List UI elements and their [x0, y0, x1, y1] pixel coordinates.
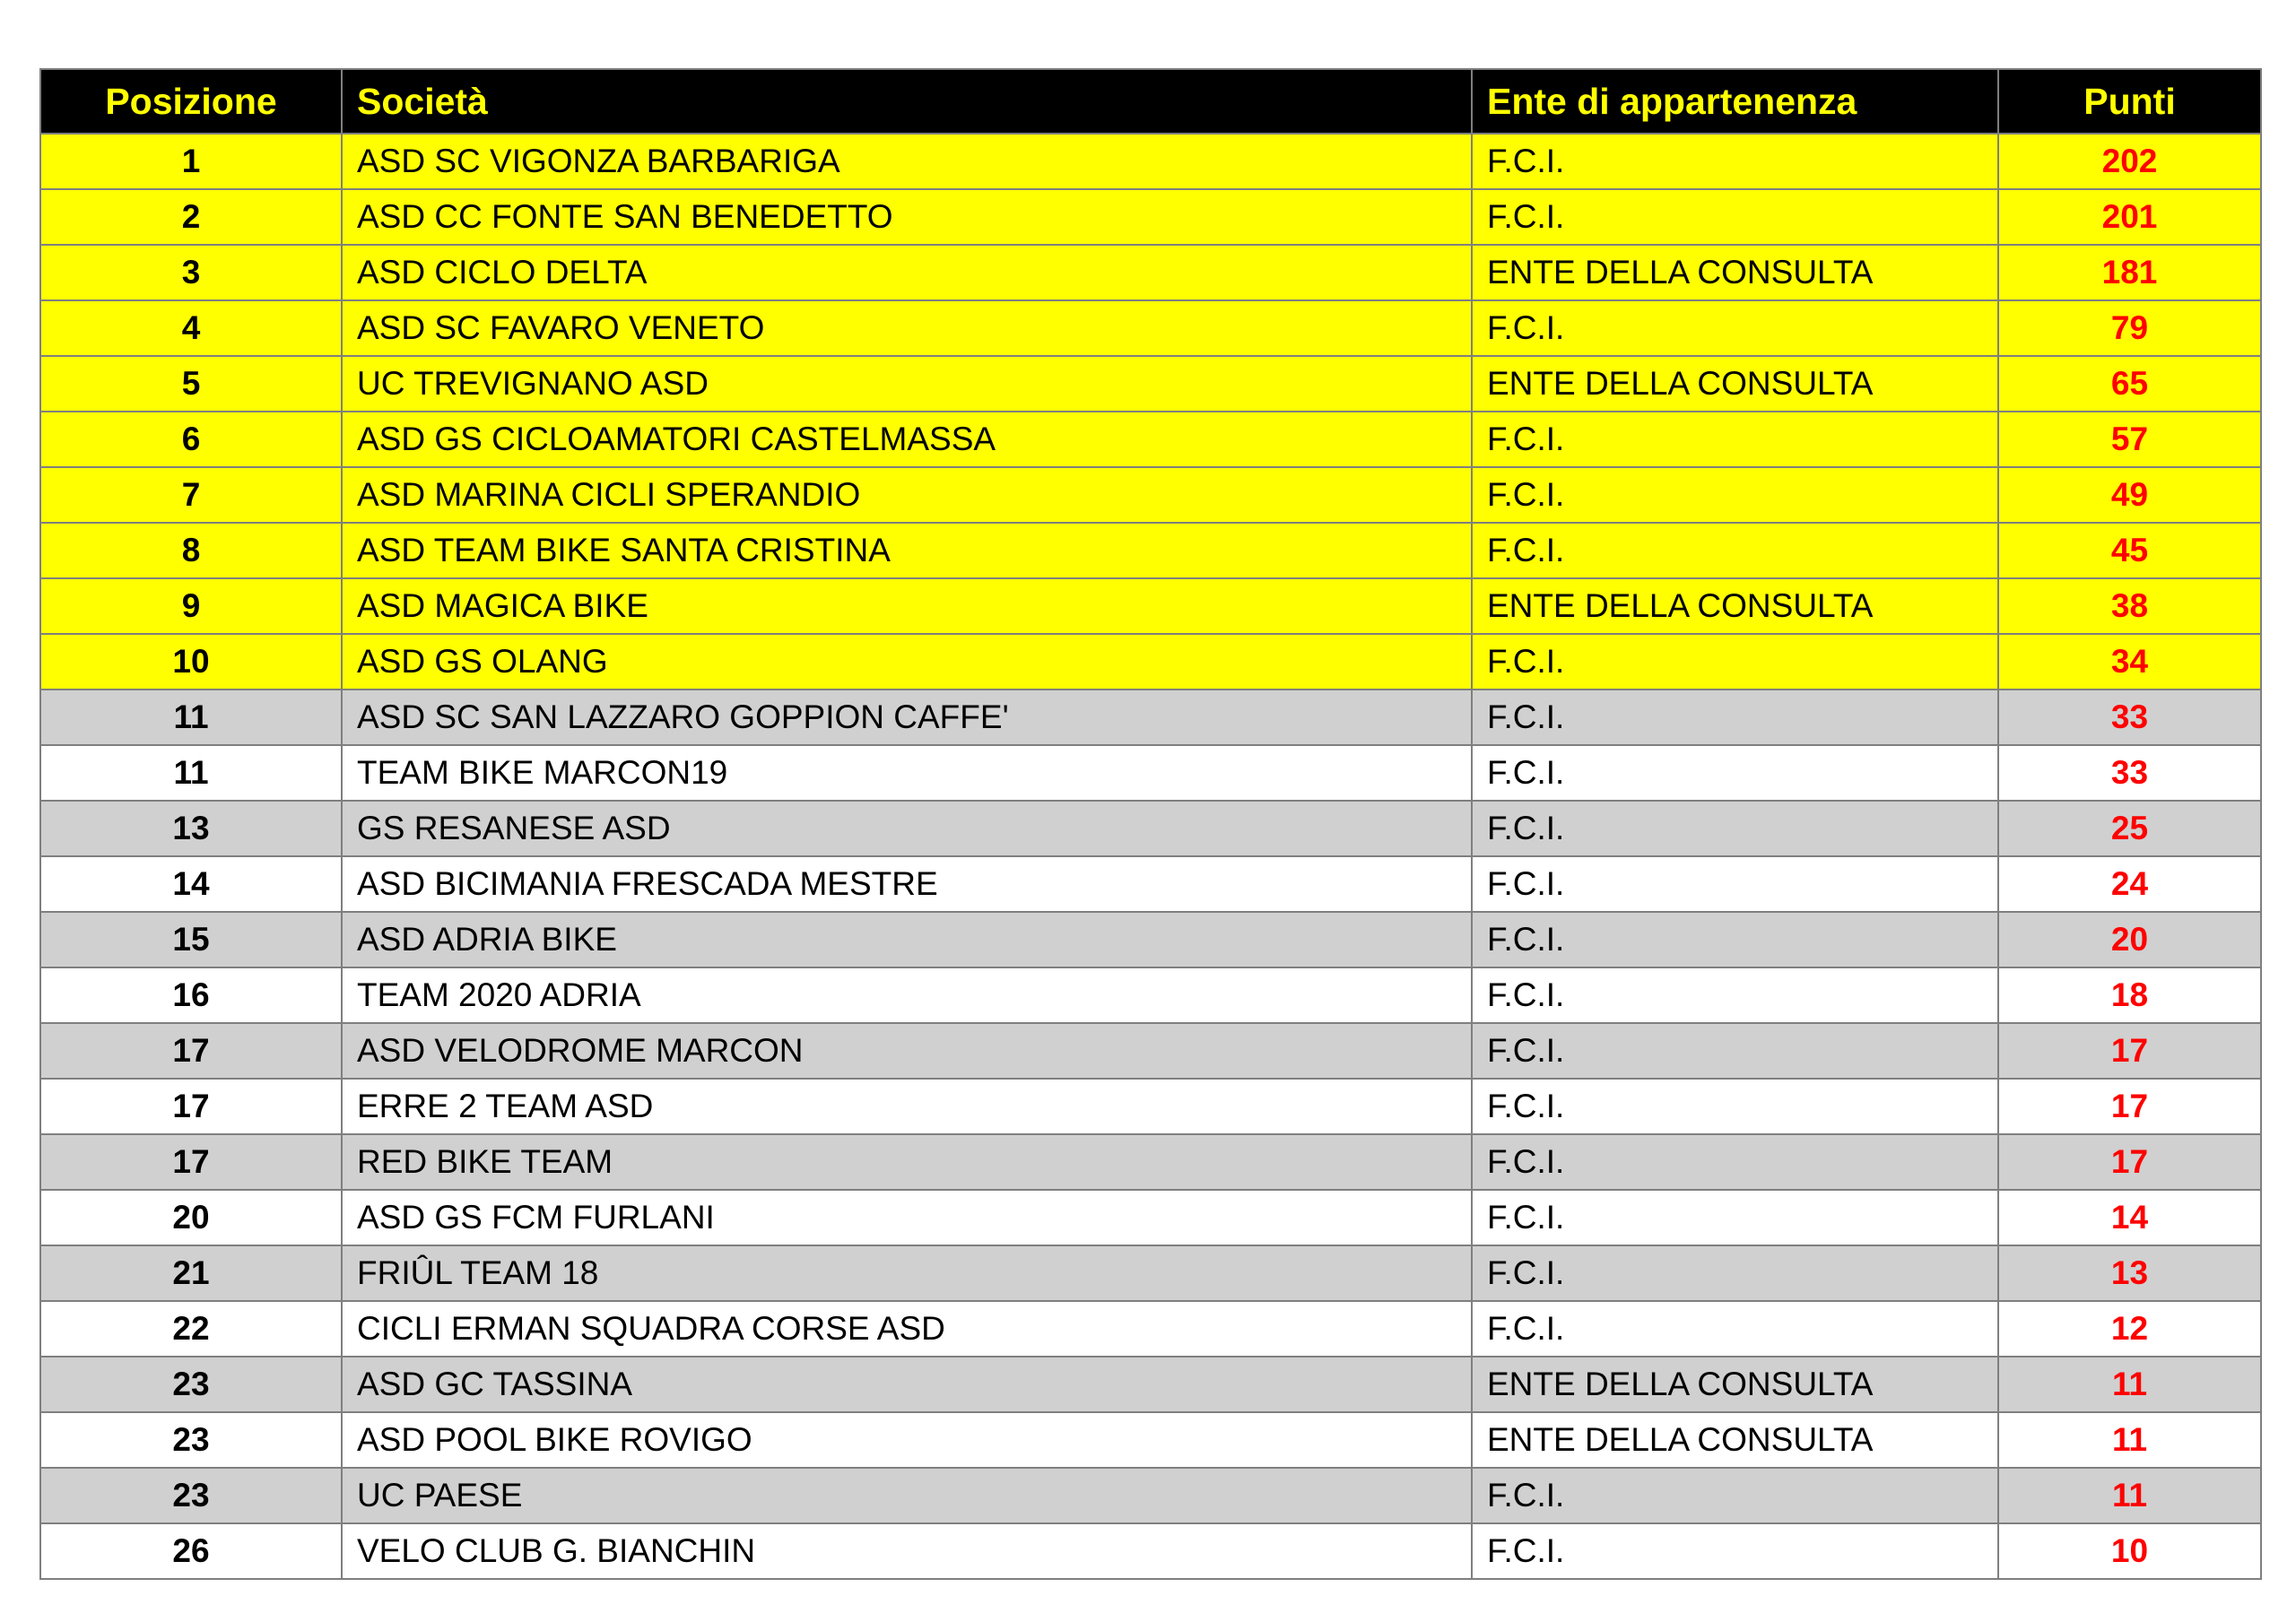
- cell-points: 57: [1998, 412, 2261, 467]
- header-row: [40, 69, 2261, 134]
- cell-club: ASD POOL BIKE ROVIGO: [342, 1412, 1472, 1468]
- cell-position: 15: [40, 912, 342, 967]
- cell-club: VELO CLUB G. BIANCHIN: [342, 1523, 1472, 1579]
- cell-position: 17: [40, 1023, 342, 1079]
- cell-position: 9: [40, 578, 342, 634]
- cell-position: 4: [40, 300, 342, 356]
- cell-body: F.C.I.: [1472, 1023, 1998, 1079]
- cell-club: ASD CICLO DELTA: [342, 245, 1472, 300]
- table-row: [40, 745, 2261, 801]
- cell-points: 14: [1998, 1190, 2261, 1245]
- header-body: Ente di appartenenza: [1472, 69, 1998, 134]
- table-row: [40, 578, 2261, 634]
- cell-body: F.C.I.: [1472, 1301, 1998, 1357]
- table-row: [40, 1468, 2261, 1523]
- table-row: [40, 912, 2261, 967]
- cell-points: 201: [1998, 189, 2261, 245]
- cell-body: F.C.I.: [1472, 1468, 1998, 1523]
- cell-club: ASD ADRIA BIKE: [342, 912, 1472, 967]
- cell-club: ASD MARINA CICLI SPERANDIO: [342, 467, 1472, 523]
- cell-points: 25: [1998, 801, 2261, 856]
- cell-points: 45: [1998, 523, 2261, 578]
- cell-points: 38: [1998, 578, 2261, 634]
- cell-points: 181: [1998, 245, 2261, 300]
- cell-body: ENTE DELLA CONSULTA: [1472, 1357, 1998, 1412]
- cell-points: 18: [1998, 967, 2261, 1023]
- cell-points: 11: [1998, 1357, 2261, 1412]
- cell-position: 8: [40, 523, 342, 578]
- cell-position: 22: [40, 1301, 342, 1357]
- cell-club: ASD SC SAN LAZZARO GOPPION CAFFE': [342, 690, 1472, 745]
- cell-club: GS RESANESE ASD: [342, 801, 1472, 856]
- table-row: [40, 1523, 2261, 1579]
- cell-position: 13: [40, 801, 342, 856]
- cell-points: 79: [1998, 300, 2261, 356]
- cell-club: UC TREVIGNANO ASD: [342, 356, 1472, 412]
- table-row: [40, 189, 2261, 245]
- cell-club: ASD SC VIGONZA BARBARIGA: [342, 134, 1472, 189]
- cell-body: F.C.I.: [1472, 967, 1998, 1023]
- cell-body: ENTE DELLA CONSULTA: [1472, 578, 1998, 634]
- table-row: [40, 1023, 2261, 1079]
- standings-table: [39, 68, 2262, 1580]
- cell-points: 202: [1998, 134, 2261, 189]
- cell-points: 24: [1998, 856, 2261, 912]
- cell-position: 3: [40, 245, 342, 300]
- cell-club: ASD GS CICLOAMATORI CASTELMASSA: [342, 412, 1472, 467]
- table-row: [40, 467, 2261, 523]
- cell-position: 14: [40, 856, 342, 912]
- table-row: [40, 690, 2261, 745]
- cell-club: ASD CC FONTE SAN BENEDETTO: [342, 189, 1472, 245]
- cell-position: 23: [40, 1468, 342, 1523]
- cell-position: 17: [40, 1079, 342, 1134]
- cell-body: F.C.I.: [1472, 634, 1998, 690]
- cell-position: 23: [40, 1357, 342, 1412]
- table-row: [40, 967, 2261, 1023]
- cell-points: 49: [1998, 467, 2261, 523]
- table-header: [40, 69, 2261, 134]
- table-row: [40, 1079, 2261, 1134]
- table-row: [40, 245, 2261, 300]
- cell-points: 17: [1998, 1023, 2261, 1079]
- cell-position: 11: [40, 690, 342, 745]
- header-position: Posizione: [40, 69, 342, 134]
- header-points: Punti: [1998, 69, 2261, 134]
- table-row: [40, 1134, 2261, 1190]
- cell-points: 11: [1998, 1468, 2261, 1523]
- cell-body: F.C.I.: [1472, 523, 1998, 578]
- cell-points: 34: [1998, 634, 2261, 690]
- cell-club: CICLI ERMAN SQUADRA CORSE ASD: [342, 1301, 1472, 1357]
- table-row: [40, 1357, 2261, 1412]
- cell-position: 23: [40, 1412, 342, 1468]
- cell-club: TEAM BIKE MARCON19: [342, 745, 1472, 801]
- cell-body: F.C.I.: [1472, 1523, 1998, 1579]
- cell-body: F.C.I.: [1472, 300, 1998, 356]
- cell-body: F.C.I.: [1472, 912, 1998, 967]
- cell-body: F.C.I.: [1472, 412, 1998, 467]
- cell-body: ENTE DELLA CONSULTA: [1472, 245, 1998, 300]
- cell-body: F.C.I.: [1472, 801, 1998, 856]
- table-body: [40, 134, 2261, 1579]
- cell-points: 12: [1998, 1301, 2261, 1357]
- cell-body: ENTE DELLA CONSULTA: [1472, 1412, 1998, 1468]
- cell-body: F.C.I.: [1472, 467, 1998, 523]
- table-row: [40, 1301, 2261, 1357]
- cell-body: F.C.I.: [1472, 1079, 1998, 1134]
- cell-body: F.C.I.: [1472, 1134, 1998, 1190]
- cell-points: 11: [1998, 1412, 2261, 1468]
- cell-points: 33: [1998, 690, 2261, 745]
- header-club: Società: [342, 69, 1472, 134]
- cell-body: F.C.I.: [1472, 134, 1998, 189]
- cell-points: 10: [1998, 1523, 2261, 1579]
- table-row: [40, 856, 2261, 912]
- cell-position: 2: [40, 189, 342, 245]
- cell-body: F.C.I.: [1472, 1245, 1998, 1301]
- table-row: [40, 300, 2261, 356]
- cell-body: F.C.I.: [1472, 690, 1998, 745]
- cell-club: UC PAESE: [342, 1468, 1472, 1523]
- cell-club: RED BIKE TEAM: [342, 1134, 1472, 1190]
- table-row: [40, 1245, 2261, 1301]
- cell-position: 7: [40, 467, 342, 523]
- cell-club: ASD GS OLANG: [342, 634, 1472, 690]
- cell-position: 5: [40, 356, 342, 412]
- cell-position: 11: [40, 745, 342, 801]
- cell-points: 17: [1998, 1134, 2261, 1190]
- cell-club: TEAM 2020 ADRIA: [342, 967, 1472, 1023]
- cell-club: ASD BICIMANIA FRESCADA MESTRE: [342, 856, 1472, 912]
- cell-points: 13: [1998, 1245, 2261, 1301]
- cell-body: F.C.I.: [1472, 189, 1998, 245]
- cell-position: 10: [40, 634, 342, 690]
- cell-position: 20: [40, 1190, 342, 1245]
- cell-position: 17: [40, 1134, 342, 1190]
- table-row: [40, 801, 2261, 856]
- table-row: [40, 134, 2261, 189]
- table-row: [40, 634, 2261, 690]
- cell-club: ASD MAGICA BIKE: [342, 578, 1472, 634]
- table-row: [40, 1412, 2261, 1468]
- cell-body: F.C.I.: [1472, 856, 1998, 912]
- cell-position: 1: [40, 134, 342, 189]
- cell-position: 6: [40, 412, 342, 467]
- table-row: [40, 523, 2261, 578]
- cell-club: ASD SC FAVARO VENETO: [342, 300, 1472, 356]
- cell-points: 20: [1998, 912, 2261, 967]
- cell-club: ASD TEAM BIKE SANTA CRISTINA: [342, 523, 1472, 578]
- table-row: [40, 412, 2261, 467]
- cell-club: FRIÛL TEAM 18: [342, 1245, 1472, 1301]
- cell-position: 16: [40, 967, 342, 1023]
- cell-points: 65: [1998, 356, 2261, 412]
- table-row: [40, 1190, 2261, 1245]
- cell-points: 17: [1998, 1079, 2261, 1134]
- cell-body: F.C.I.: [1472, 1190, 1998, 1245]
- table-row: [40, 356, 2261, 412]
- cell-body: F.C.I.: [1472, 745, 1998, 801]
- cell-club: ASD VELODROME MARCON: [342, 1023, 1472, 1079]
- cell-club: ERRE 2 TEAM ASD: [342, 1079, 1472, 1134]
- cell-position: 26: [40, 1523, 342, 1579]
- cell-club: ASD GC TASSINA: [342, 1357, 1472, 1412]
- cell-points: 33: [1998, 745, 2261, 801]
- cell-position: 21: [40, 1245, 342, 1301]
- cell-club: ASD GS FCM FURLANI: [342, 1190, 1472, 1245]
- cell-body: ENTE DELLA CONSULTA: [1472, 356, 1998, 412]
